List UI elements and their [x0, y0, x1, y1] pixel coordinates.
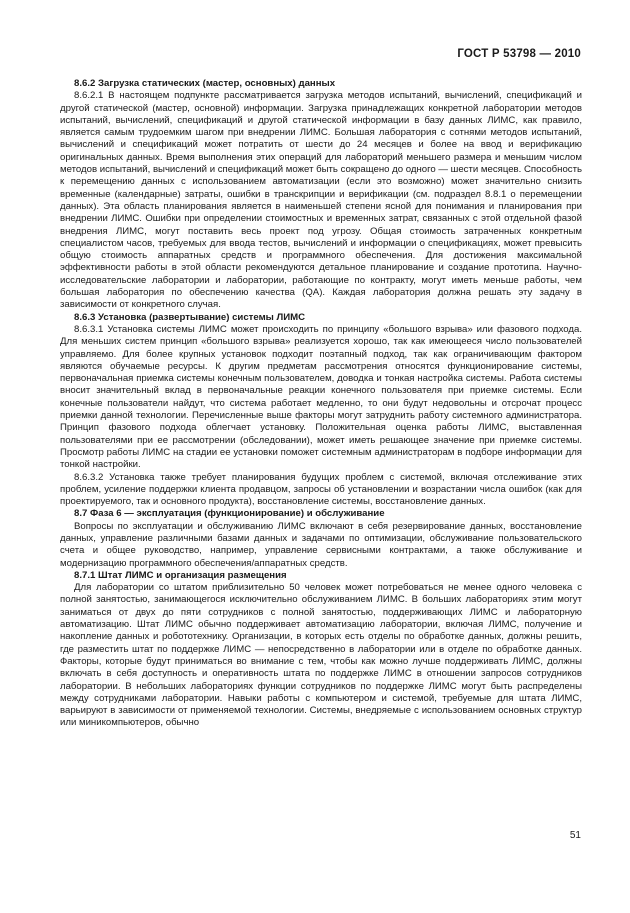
standard-number-header: ГОСТ Р 53798 — 2010 [457, 48, 581, 60]
paragraph-8-6-2-1: 8.6.2.1 В настоящем подпункте рассматривается загрузка методов испытаний, вычислений, спецификаций и другой статической (мастер, основной) информации. Загрузка принадлежащих конкретной лаборатории методов испытаний, вычислений, спецификаций и другой статической информации в базу данных ЛИМС, как правило, является самым трудоемким шагом при внедрении ЛИМС. Большая лаборатория с сотнями методов испытаний, вычислений и спецификаций может потратить от шести до 24 месяцев и более на ввод и верификацию оригинальных данных. Время выполнения этих операций для лабораторий меньшего размера и меньшим числом методов испытаний, вычислений и спецификаций может быть сокращено до одного — шести месяцев. Способность к перемещению данных с использованием автоматизации (если это возможно) может значительно снизить временные (календарные) затраты, ошибки в транскрипции и верификации (см. подраздел 8.8.1 о перемещении данных). Эта область планирования является в наименьшей степени ясной для понимания и планирования при внедрении ЛИМС. Ошибки при определении стоимостных и временных затрат, связанных с этой отдельной фазой внедрения ЛИМС, могут поставить весь проект под угрозу. Общая стоимость затраченных конкретным специалистом часов, требуемых для ввода тестов, вычислений и информации о спецификациях, может превысить общую стоимость аппаратных средств и программного обеспечения. Для достижения максимальной эффективности работы в этой области рекомендуются детальное планирование и создание прототипа. Научно-исследовательские лаборатории и лаборатории, работающие по контракту, могут иметь меньше работы, чем большая лаборатория по обеспечению качества (QA). Каждая лаборатория должна решать эту задачу в зависимости от конкретного случая. [60, 90, 582, 311]
document-body [60, 78, 582, 730]
section-heading-8-7-1: 8.7.1 Штат ЛИМС и организация размещения [74, 569, 287, 581]
paragraph-8-7-1: Для лаборатории со штатом приблизительно 50 человек может потребоваться не менее одного человека с полной занятостью, занимающегося исключительно обслуживанием ЛИМС. В больших лабораториях этим могут заниматься от двух до пяти сотрудников с полной занятостью, поддерживающих ЛИМС и лабораторную автоматизацию. Штат ЛИМС обычно поддерживает автоматизацию лаборатории, включая ЛИМС, получение и накопление данных и робототехнику. Организации, в которых есть отделы по обработке данных, должны решить, где разместить штат по поддержке ЛИМС — непосредственно в лаборатории или в отделе по обработке данных. Факторы, которые будут приниматься во внимание с тем, чтобы как можно лучше поддерживать ЛИМС, должны включать в себя доступность и оперативность штата по поддержке ЛИМС в отношении запросов сотрудников лаборатории. В небольших лабораториях функции сотрудников по поддержке ЛИМС могут быть распределены между сотрудниками лаборатории. Навыки работы с компьютером и системой, требуемые для штата ЛИМС, варьируют в зависимости от применяемой технологии. Системы, внедряемые с использованием основных структур или миникомпьютеров, обычно [60, 582, 582, 729]
page-number: 51 [569, 830, 581, 841]
section-heading-8-7: 8.7 Фаза 6 — эксплуатация (функционирование) и обслуживание [74, 508, 385, 520]
paragraph-8-7: Вопросы по эксплуатации и обслуживанию ЛИМС включают в себя резервирование данных, восстановление данных, управление различными базами данных и задачами по оптимизации, обслуживание пользовательского счета и общее руководство, например, управление сервисными контрактами, а также обслуживание и модернизацию программного обеспечения/аппаратных средств. [60, 520, 582, 569]
paragraph-8-6-3-1: 8.6.3.1 Установка системы ЛИМС может происходить по принципу «большого взрыва» или фазового подхода. Для меньших систем принцип «большого взрыва» реализуется хорошо, так как имеющееся число пользователей управляемо. Для более крупных установок подходит поэтапный подход, так как ограничивающим фактором являются обучаемые ресурсы. К другим предметам рассмотрения относятся функционирование системы, первоначальная приемка системы конечным пользователем, доводка и тонкая настройка системы. Работа системы вносит значительный вклад в первоначальные реакции конечного пользователя при приемке системы. Если конечные пользователи найдут, что система работает медленно, то они будут недовольны и отсрочат процесс приемки данной технологии. Перечисленные выше факторы могут затруднить работу системного администратора. Принцип фазового подхода облегчает установку. Положительная оценка работы ЛИМС, выставленная пользователями при ее рассмотрении (обследовании), может иметь решающее значение при приемке системы. Просмотр работы ЛИМС на стадии ее установки поможет системным администраторам в подборе информации для тонкой настройки. [60, 323, 582, 471]
paragraph-8-6-3-2: 8.6.3.2 Установка также требует планирования будущих проблем с системой, включая отслеживание этих проблем, усиление поддержки клиента продавцом, запросы об установлении и возрастании числа ошибок (как для проектируемого, так и основного продукта), восстановление системы, восстановление данных. [60, 471, 582, 508]
section-heading-8-6-3: 8.6.3 Установка (развертывание) системы ЛИМС [74, 311, 306, 323]
section-heading-8-6-2: 8.6.2 Загрузка статических (мастер, основных) данных [74, 78, 336, 89]
